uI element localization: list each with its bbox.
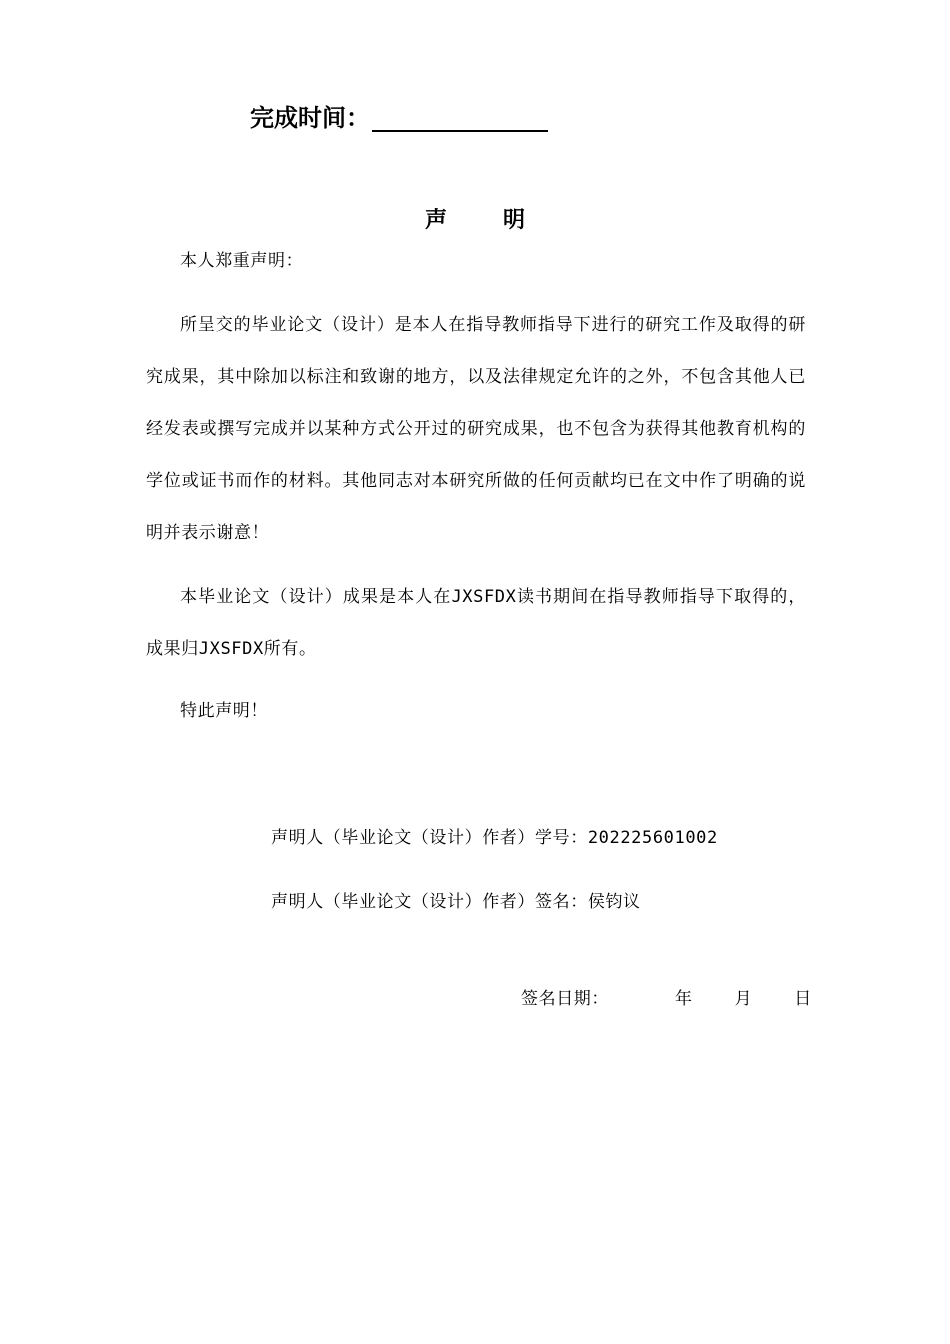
signature-value: 侯钧议 — [587, 892, 641, 912]
signature-label: 声明人（毕业论文（设计）作者）签名： — [271, 892, 588, 912]
declaration-paragraph-1: 所呈交的毕业论文（设计）是本人在指导教师指导下进行的研究工作及取得的研究成果，其中除加以标注和致谢的地方，以及法律规定允许的之外，不包含其他人已经发表或撰写完成并以某种方式公开过的研究成果，也不包含为获得其他教育机构的学位或证书而作的材料。其他同志对本研究所做的任何贡献均已在文中作了明确的说明并表示谢意！ — [146, 315, 806, 543]
declaration-closing: 特此声明！ — [180, 701, 268, 721]
declaration-paragraph-2: 本毕业论文（设计）成果是本人在JXSFDX读书期间在指导教师指导下取得的，成果归JXSFDX所有。 — [146, 587, 806, 659]
signature-date-label: 签名日期： — [521, 989, 609, 1009]
day-label: 日 — [794, 989, 812, 1009]
completion-time-blank — [372, 100, 548, 132]
completion-time-label: 完成时间： — [250, 104, 370, 132]
year-label: 年 — [675, 989, 693, 1009]
signature-line — [271, 887, 641, 917]
student-id-value: 202225601002 — [587, 828, 718, 848]
completion-time — [250, 98, 548, 138]
student-id-label: 声明人（毕业论文（设计）作者）学号： — [271, 828, 588, 848]
month-label: 月 — [734, 989, 753, 1009]
signature-date-line — [521, 984, 812, 1014]
declaration-title: 声明 — [424, 207, 581, 233]
declaration-intro: 本人郑重声明： — [180, 251, 304, 271]
student-id-line — [271, 823, 718, 853]
